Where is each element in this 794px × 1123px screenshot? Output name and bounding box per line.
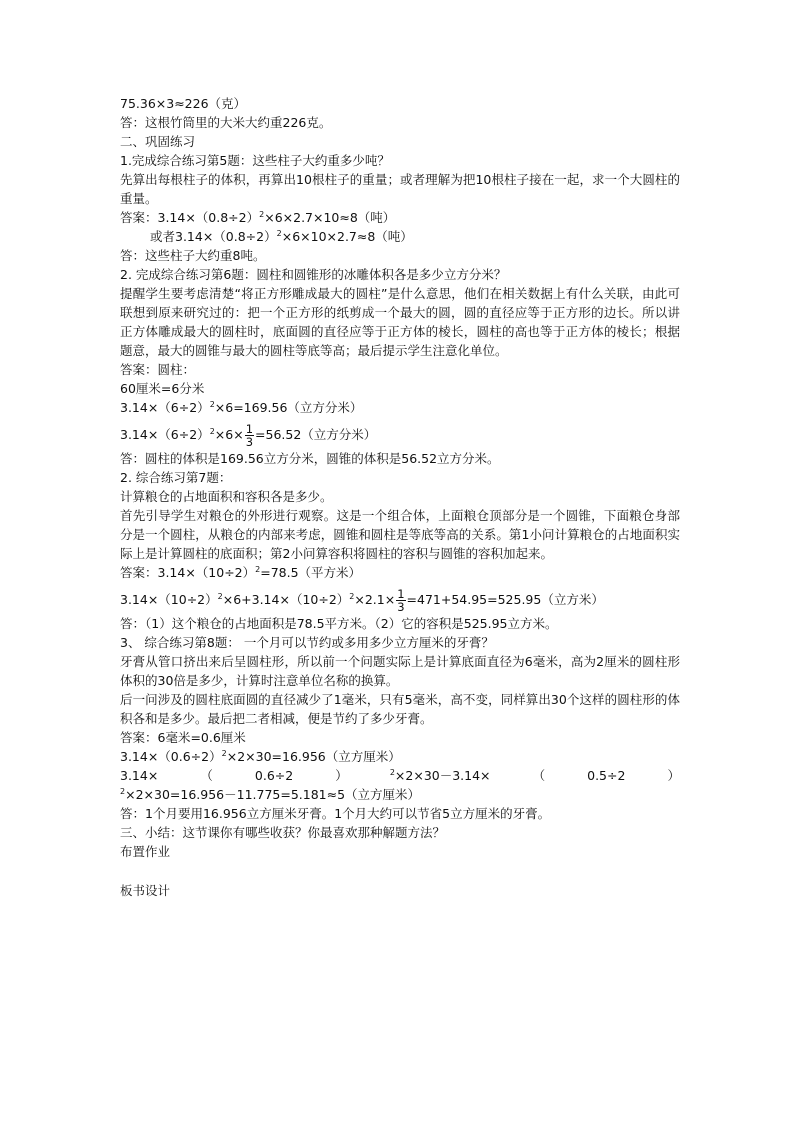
- formula-part: ×2×30=16.956－11.775=5.181≈5（立方厘米）: [125, 787, 421, 802]
- exponent: 2: [221, 748, 227, 758]
- exercise-7-title: 2. 综合练习第7题：: [120, 470, 232, 485]
- formula-part: 3.14×（6÷2）: [120, 400, 210, 415]
- exercise-6-cylinder-formula: [120, 398, 680, 417]
- fraction-one-third: [245, 423, 254, 448]
- formula-part: ×6×: [214, 427, 244, 442]
- formula-part: ×6×10×2.7≈8（吨）: [281, 229, 413, 244]
- formula-part: 答案：3.14×（0.8÷2）: [120, 210, 260, 225]
- formula-part: 3.14×（6÷2）: [120, 427, 210, 442]
- exercise-8-title: 3、 综合练习第8题： 一个月可以节约或多用多少立方厘米的牙膏？: [120, 635, 494, 650]
- exponent: 2: [259, 209, 265, 219]
- exercise-5-conclusion: 答：这些柱子大约重8吨。: [120, 248, 266, 263]
- exponent: 2: [349, 591, 355, 601]
- exercise-8-hint-1: 牙膏从管口挤出来后呈圆柱形，所以前一个问题实际上是计算底面直径为6毫米，高为2厘米的圆柱形体积的30倍是多少，计算时注意单位名称的换算。: [120, 654, 680, 688]
- exercise-8-conclusion: 答：1个月要用16.956立方厘米牙膏。1个月大约可以节省5立方厘米的牙膏。: [120, 806, 551, 821]
- lesson-content: [120, 94, 680, 900]
- formula-part: ×2.1×: [354, 592, 396, 607]
- exponent: 2: [209, 399, 215, 409]
- exponent: 2: [276, 228, 282, 238]
- answer-line-1: 答：这根竹筒里的大米大约重226克。: [120, 115, 332, 130]
- denominator: 3: [245, 435, 254, 449]
- exercise-6-cone-formula: [120, 421, 680, 449]
- exercise-6-unit-conversion: 60厘米=6分米: [120, 381, 205, 396]
- exercise-7-area-formula: [120, 563, 680, 582]
- exercise-6-answer-label: 答案：圆柱：: [120, 362, 196, 377]
- exercise-6-hint: 提醒学生要考虑清楚“将正方形雕成最大的圆柱”是什么意思，他们在相关数据上有什么关联，由此可联想到原来研究过的：把一个正方形的纸剪成一个最大的圆，圆的直径应等于正方形的边长。所以讲正方体雕成最大的圆柱时，底面圆的直径应等于正方体的棱长，圆柱的高也等于正方体的棱长；根据题意，最大的圆锥与最大的圆柱等底等高；最后提示学生注意化单位。: [120, 286, 680, 358]
- formula-part: ×6×2.7×10≈8（吨）: [264, 210, 396, 225]
- blackboard-design-heading: 板书设计: [120, 883, 171, 898]
- formula-part: ×6=169.56（立方分米）: [214, 400, 363, 415]
- formula-part: 3.14×（0.6÷2）: [120, 749, 222, 764]
- calc-line-1: 75.36×3≈226（克）: [120, 96, 247, 111]
- formula-part: 答案：3.14×（10÷2）: [120, 565, 256, 580]
- formula-part: 3.14×（0.6÷2）: [120, 768, 390, 783]
- formula-part: ×2×30－3.14×（0.5÷2）: [394, 768, 680, 783]
- exercise-8-formula-2: [120, 766, 680, 804]
- exercise-5-answer: [120, 208, 680, 227]
- exercise-6-conclusion: 答：圆柱的体积是169.56立方分米，圆锥的体积是56.52立方分米。: [120, 451, 500, 466]
- fraction-one-third: [396, 588, 405, 613]
- homework-heading: 布置作业: [120, 844, 171, 859]
- exercise-7-conclusion: 答：（1）这个粮仓的占地面积是78.5平方米。（2）它的容积是525.95立方米。: [120, 616, 558, 631]
- formula-part: =56.52（立方分米）: [255, 427, 377, 442]
- exponent: 2: [209, 426, 215, 436]
- formula-part: =78.5（平方米）: [260, 565, 362, 580]
- formula-part: 或者3.14×（0.8÷2）: [150, 229, 277, 244]
- exercise-8-formula-1: [120, 747, 680, 766]
- exercise-6-title: 2. 完成综合练习第6题：圆柱和圆锥形的冰雕体积各是多少立方分米？: [120, 267, 507, 282]
- formula-part: ×2×30=16.956（立方厘米）: [226, 749, 401, 764]
- denominator: 3: [397, 600, 405, 614]
- exercise-8-hint-2: 后一问涉及的圆柱底面圆的直径减少了1毫米，只有5毫米，高不变，同样算出30个这样的圆柱形的体积各和是多少。最后把二者相减，便是节约了多少牙膏。: [120, 692, 680, 726]
- exponent: 2: [217, 591, 223, 601]
- exponent: 2: [255, 564, 261, 574]
- formula-part: 3.14×（10÷2）: [120, 592, 218, 607]
- formula-part: =471+54.95=525.95（立方米）: [406, 592, 604, 607]
- formula-part: ×6+3.14×（10÷2）: [222, 592, 350, 607]
- exercise-5-hint: 先算出每根柱子的体积，再算出10根柱子的重量；或者理解为把10根柱子接在一起，求一个大圆柱的重量。: [120, 172, 680, 206]
- exercise-8-unit-conversion: 答案：6毫米=0.6厘米: [120, 730, 246, 745]
- exercise-5-alt-answer: [120, 227, 680, 246]
- numerator: 1: [245, 422, 254, 436]
- exponent: 2: [389, 767, 395, 777]
- exercise-7-volume-formula: [120, 586, 680, 614]
- numerator: 1: [397, 587, 405, 601]
- exercise-7-question: 计算粮仓的占地面积和容积各是多少。: [120, 489, 333, 504]
- section-heading-2: 二、巩固练习: [120, 134, 196, 149]
- exercise-5-title: 1.完成综合练习第5题：这些柱子大约重多少吨？: [120, 153, 390, 168]
- section-heading-3-summary: 三、小结：这节课你有哪些收获？你最喜欢那种解题方法？: [120, 825, 446, 840]
- exercise-7-hint: 首先引导学生对粮仓的外形进行观察。这是一个组合体，上面粮仓顶部分是一个圆锥，下面粮仓身部分是一个圆柱，从粮仓的内部来考虑，圆锥和圆柱是等底等高的关系。第1小问计算粮仓的占地面积实际上是计算圆柱的底面积；第2小问算容积将圆柱的容积与圆锥的容积加起来。: [120, 508, 680, 561]
- exponent: 2: [120, 786, 126, 796]
